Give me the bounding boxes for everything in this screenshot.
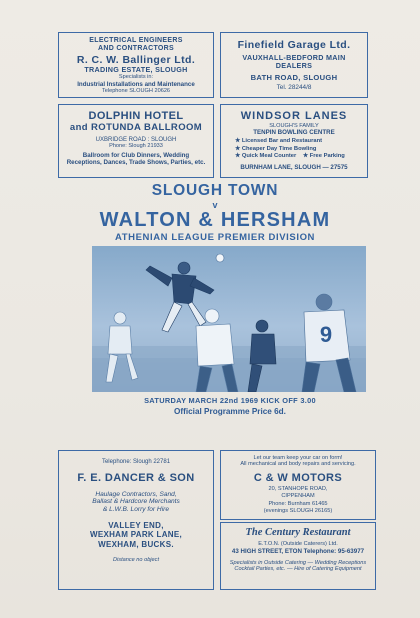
windsor-sub2: TENPIN BOWLING CENTRE	[253, 129, 335, 137]
century-sub: E.T.O.N. (Outside Caterers) Ltd.	[258, 541, 338, 548]
ad-fe-dancer	[58, 450, 214, 590]
windsor-f3: Quick Meal Counter	[241, 153, 297, 160]
cw-line1: Let our team keep your car on form!	[253, 455, 343, 461]
match-date-kickoff: SATURDAY MARCH 22nd 1969 KICK OFF 3.00	[144, 396, 316, 405]
windsor-name: WINDSOR LANES	[240, 110, 348, 122]
programme-price: Official Programme Price 6d.	[174, 407, 286, 416]
dancer-desc3: & L.W.B. Lorry for Hire	[102, 505, 170, 513]
windsor-f1: Licensed Bar and Restaurant	[241, 138, 323, 145]
ad-finefield	[220, 32, 368, 98]
dolphin-desc1: Ballroom for Club Dinners, Wedding	[82, 151, 190, 159]
star-icon: ★	[235, 145, 241, 152]
dancer-note: Distance no object	[112, 556, 160, 563]
versus-label: v	[212, 200, 218, 210]
windsor-f2: Cheaper Day Time Bowling	[241, 145, 317, 152]
dolphin-name2: and ROTUNDA BALLROOM	[69, 121, 203, 133]
windsor-address: BURNHAM LANE, SLOUGH — 27575	[240, 163, 348, 171]
dancer-address3: WEXHAM, BUCKS.	[98, 539, 174, 549]
ballinger-address: TRADING ESTATE, SLOUGH	[84, 65, 188, 75]
ad-windsor-lanes	[220, 104, 368, 178]
ballinger-name: R. C. W. Ballinger Ltd.	[76, 54, 196, 67]
cw-line2: All mechanical and body repairs and servicing.	[240, 461, 356, 468]
ballinger-spec2: Industrial Installations and Maintenance	[77, 80, 195, 88]
finefield-line1: VAUXHALL-BEDFORD MAIN	[242, 53, 346, 63]
ballinger-line1: ELECTRICAL ENGINEERS	[89, 37, 183, 44]
away-team-title: WALTON & HERSHAM	[99, 209, 331, 231]
dancer-desc1: Haulage Contractors, Sand,	[95, 490, 177, 498]
ad-ballinger	[58, 32, 214, 98]
century-address: 43 HIGH STREET, ETON Telephone: 95-63977	[231, 548, 365, 556]
cw-phone1: Phone: Burnham 61465	[268, 501, 328, 508]
cw-address2: CIPPENHAM	[281, 492, 315, 499]
ad-cw-motors	[220, 450, 376, 520]
star-icon: ★	[235, 138, 241, 145]
windsor-sub1: SLOUGH'S FAMILY	[269, 122, 319, 129]
football-icon	[216, 254, 224, 262]
ballinger-phone: Telephone SLOUGH 20626	[101, 87, 171, 94]
league-title: ATHENIAN LEAGUE PREMIER DIVISION	[114, 232, 316, 243]
finefield-name: Finefield Garage Ltd.	[237, 39, 351, 51]
dolphin-address: UXBRIDGE ROAD : SLOUGH	[95, 136, 177, 143]
ad-dolphin-hotel	[58, 104, 214, 178]
windsor-f4: Free Parking	[309, 153, 345, 160]
shirt-number: 9	[319, 322, 333, 347]
cw-phone2: (evenings SLOUGH 26165)	[263, 507, 333, 514]
finefield-line2: DEALERS	[275, 61, 313, 71]
ballinger-spec1: Specialists in:	[118, 74, 154, 81]
dolphin-name1: DOLPHIN HOTEL	[88, 110, 184, 122]
finefield-phone: Tel. 28244/8	[276, 84, 312, 92]
century-s1: Specialists in Outside Catering — Wedding Receptions	[229, 559, 367, 566]
dancer-address2: WEXHAM PARK LANE,	[89, 530, 183, 540]
century-name: The Century Restaurant	[245, 527, 351, 538]
dancer-name: F. E. DANCER & SON	[77, 471, 195, 484]
dancer-address1: VALLEY END,	[108, 521, 164, 531]
star-icon: ★	[302, 153, 309, 160]
cw-name: C & W MOTORS	[253, 471, 343, 484]
dolphin-desc2: Receptions, Dances, Trade Shows, Parties, etc.	[66, 159, 206, 166]
finefield-address: BATH ROAD, SLOUGH	[250, 72, 338, 82]
ballinger-line2: AND CONTRACTORS	[98, 45, 174, 53]
dolphin-phone: Phone: Slough 21933	[109, 143, 163, 150]
match-photo	[92, 246, 366, 392]
century-s2: Cocktail Parties, etc. — Hire of Catering Equipment	[234, 566, 362, 573]
dancer-phone: Telephone: Slough 22781	[101, 459, 171, 465]
cw-address1: 20, STANHOPE ROAD,	[268, 486, 328, 493]
windsor-feature-row1	[235, 138, 367, 146]
dancer-desc2: Ballast & Hardcore Merchants	[92, 498, 180, 506]
windsor-feature-row3	[235, 153, 367, 161]
star-icon: ★	[235, 153, 241, 160]
home-team-title: SLOUGH TOWN	[151, 182, 279, 199]
football-action-illustration	[92, 246, 366, 392]
ad-century-restaurant	[220, 522, 376, 590]
